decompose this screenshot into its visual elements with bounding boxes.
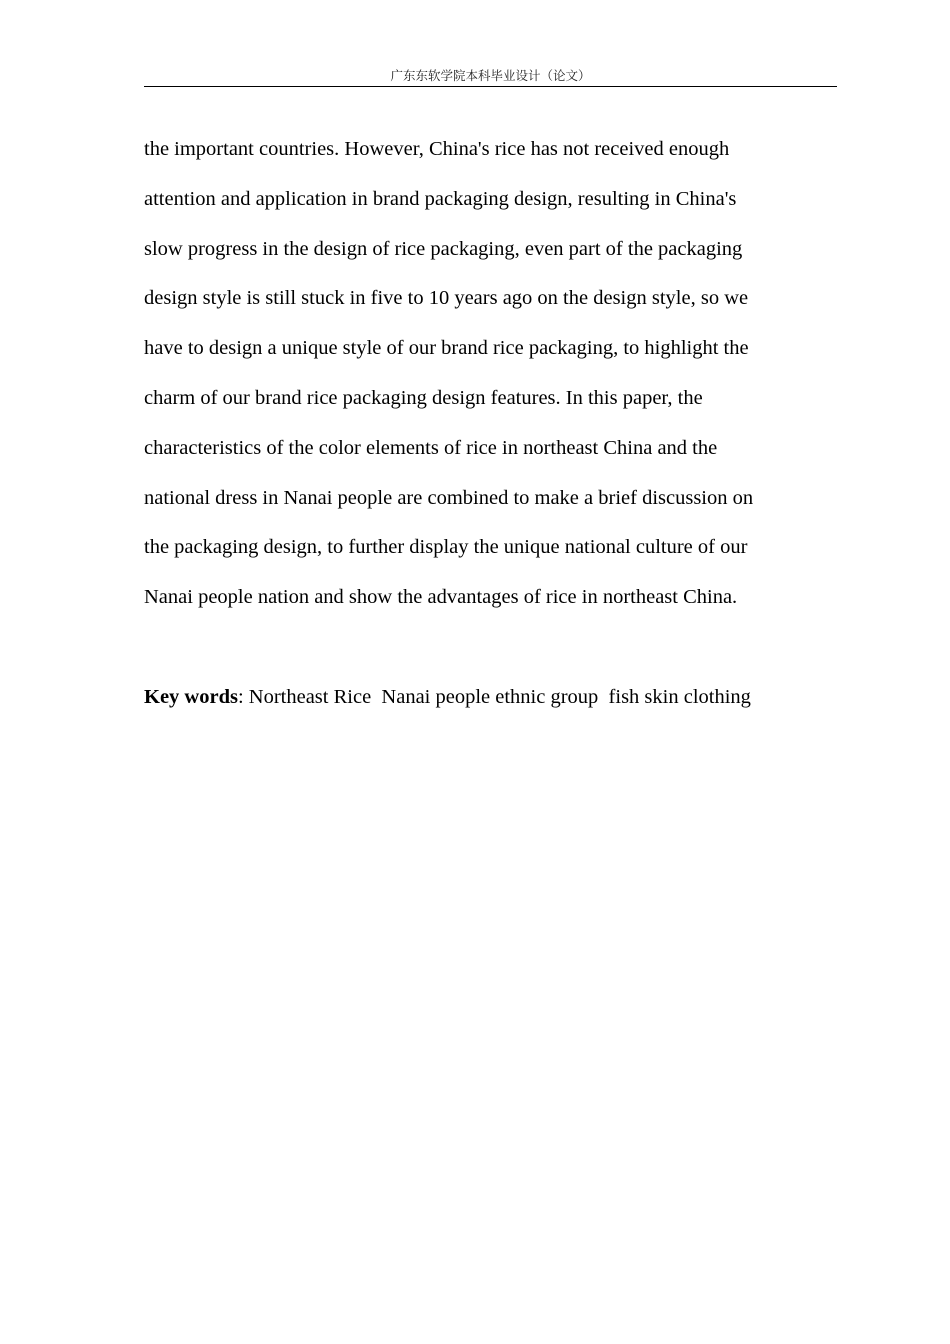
abstract-line: slow progress in the design of rice packaging, even part of the packaging	[144, 237, 743, 260]
keywords-label: Key words	[144, 686, 238, 708]
header-title: 广东东软学院本科毕业设计（论文）	[390, 68, 591, 83]
abstract-line: the important countries. However, China's rice has not received enough	[144, 138, 730, 160]
abstract-line: the packaging design, to further display the unique national culture of our	[144, 536, 748, 559]
keywords-line	[144, 673, 837, 723]
abstract-line: attention and application in brand packaging design, resulting in China's	[144, 187, 737, 210]
abstract-line: have to design a unique style of our brand rice packaging, to highlight the	[144, 337, 749, 360]
abstract-line: Nanai people nation and show the advantages of rice in northeast China.	[144, 586, 738, 609]
abstract-line: charm of our brand rice packaging design features. In this paper, the	[144, 386, 703, 409]
page-header	[144, 66, 837, 87]
abstract-body	[144, 125, 837, 623]
keywords-value: Northeast Rice Nanai people ethnic group fish skin clothing	[248, 686, 751, 708]
abstract-line: characteristics of the color elements of rice in northeast China and the	[144, 436, 718, 459]
keywords-separator: :	[237, 686, 249, 708]
abstract-line: national dress in Nanai people are combined to make a brief discussion on	[144, 486, 754, 509]
abstract-line: design style is still stuck in five to 10 years ago on the design style, so we	[144, 287, 749, 310]
